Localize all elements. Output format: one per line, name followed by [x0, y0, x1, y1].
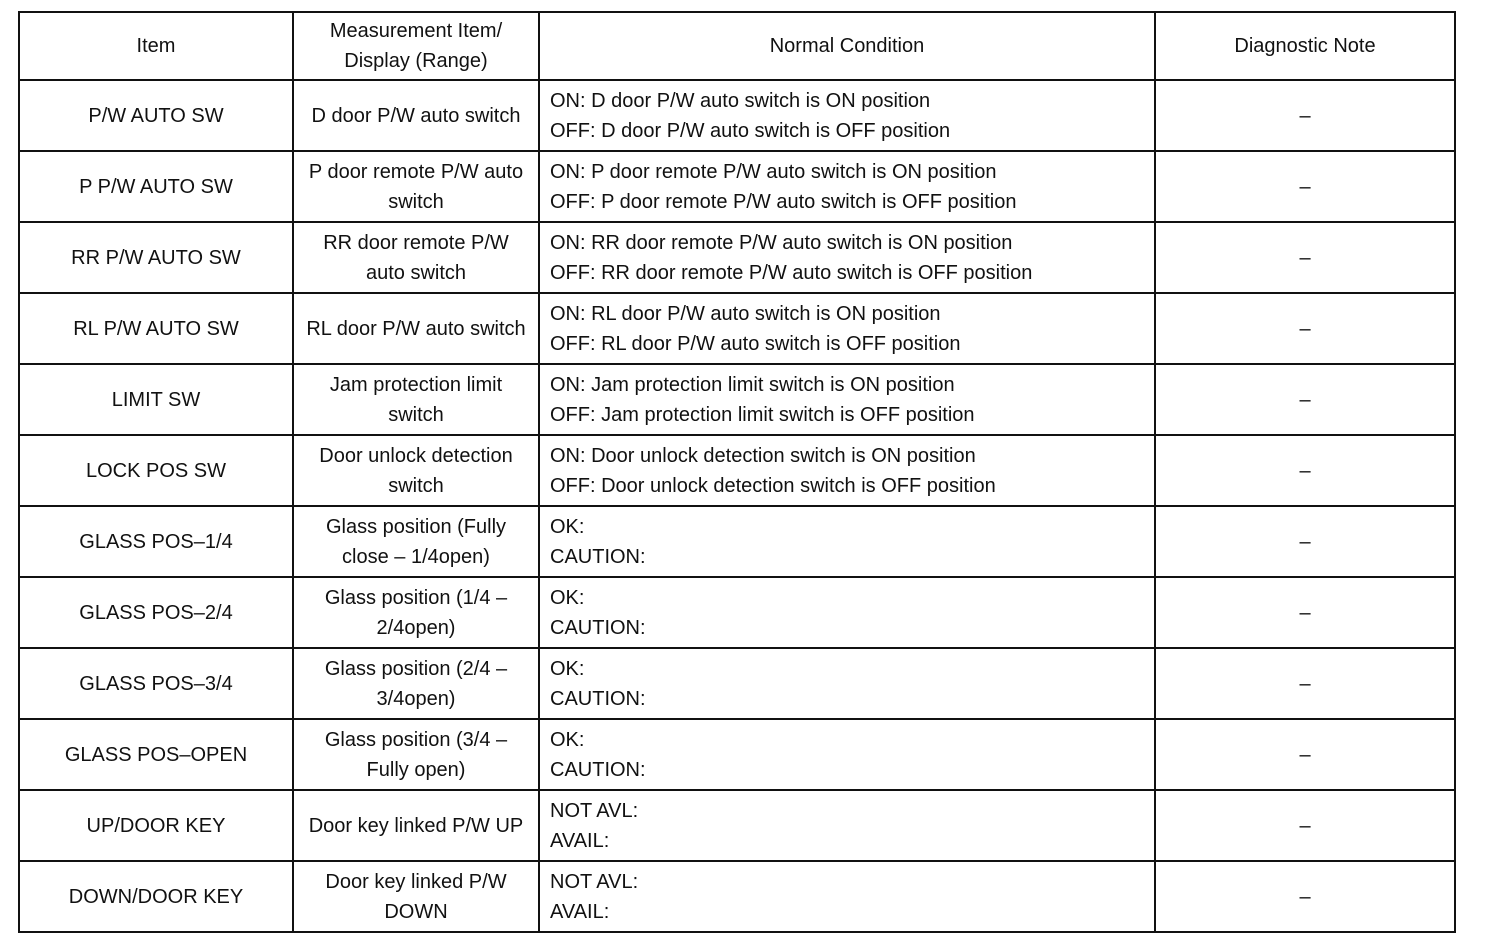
table-row: [19, 790, 1455, 861]
normal-condition-cell: [539, 577, 1155, 648]
table-row: [19, 293, 1455, 364]
table-row: [19, 506, 1455, 577]
item-cell: GLASS POS–OPEN: [19, 719, 293, 790]
item-cell: DOWN/DOOR KEY: [19, 861, 293, 932]
diagnostic-note-cell: –: [1155, 719, 1455, 790]
diagnostic-note-cell: –: [1155, 364, 1455, 435]
header-measurement: Measurement Item/ Display (Range): [293, 12, 539, 80]
condition-line: ON: Door unlock detection switch is ON position: [550, 444, 976, 467]
condition-line: AVAIL:: [550, 900, 610, 923]
diagnostic-note-cell: –: [1155, 861, 1455, 932]
item-cell: LIMIT SW: [19, 364, 293, 435]
condition-line: NOT AVL:: [550, 870, 639, 893]
measurement-cell: Glass position (2/4 – 3/4open): [293, 648, 539, 719]
condition-line: OFF: Jam protection limit switch is OFF position: [550, 403, 975, 426]
normal-condition-cell: [539, 790, 1155, 861]
data-monitor-table: [18, 11, 1456, 933]
item-cell: UP/DOOR KEY: [19, 790, 293, 861]
item-cell: P P/W AUTO SW: [19, 151, 293, 222]
table-row: [19, 577, 1455, 648]
diagnostic-note-cell: –: [1155, 80, 1455, 151]
measurement-cell: Glass position (Fully close – 1/4open): [293, 506, 539, 577]
table-row: [19, 364, 1455, 435]
measurement-cell: Jam protection limit switch: [293, 364, 539, 435]
normal-condition-cell: [539, 80, 1155, 151]
normal-condition-cell: [539, 648, 1155, 719]
condition-line: OFF: D door P/W auto switch is OFF position: [550, 119, 951, 142]
normal-condition-cell: [539, 719, 1155, 790]
table-row: [19, 151, 1455, 222]
normal-condition-cell: [539, 222, 1155, 293]
condition-line: ON: RR door remote P/W auto switch is ON position: [550, 231, 1013, 254]
table-row: [19, 435, 1455, 506]
header-normal-condition: Normal Condition: [539, 12, 1155, 80]
condition-line: AVAIL:: [550, 829, 610, 852]
diagnostic-note-cell: –: [1155, 577, 1455, 648]
normal-condition-cell: [539, 151, 1155, 222]
diagnostic-note-cell: –: [1155, 222, 1455, 293]
item-cell: LOCK POS SW: [19, 435, 293, 506]
measurement-cell: Door key linked P/W UP: [293, 790, 539, 861]
condition-line: OK:: [550, 586, 585, 609]
item-cell: GLASS POS–2/4: [19, 577, 293, 648]
condition-line: OFF: Door unlock detection switch is OFF position: [550, 474, 996, 497]
item-cell: GLASS POS–3/4: [19, 648, 293, 719]
measurement-cell: Door key linked P/W DOWN: [293, 861, 539, 932]
normal-condition-cell: [539, 435, 1155, 506]
measurement-cell: RL door P/W auto switch: [293, 293, 539, 364]
condition-line: OFF: P door remote P/W auto switch is OFF position: [550, 190, 1017, 213]
condition-line: OFF: RR door remote P/W auto switch is OFF position: [550, 261, 1033, 284]
diagnostic-note-cell: –: [1155, 790, 1455, 861]
diagnostic-note-cell: –: [1155, 435, 1455, 506]
condition-line: ON: P door remote P/W auto switch is ON position: [550, 160, 997, 183]
measurement-cell: Glass position (1/4 – 2/4open): [293, 577, 539, 648]
table-row: [19, 80, 1455, 151]
header-diagnostic-note: Diagnostic Note: [1155, 12, 1455, 80]
diagnostic-note-cell: –: [1155, 151, 1455, 222]
condition-line: OFF: RL door P/W auto switch is OFF position: [550, 332, 961, 355]
measurement-cell: P door remote P/W auto switch: [293, 151, 539, 222]
condition-line: CAUTION:: [550, 758, 646, 781]
item-cell: P/W AUTO SW: [19, 80, 293, 151]
table-row: [19, 648, 1455, 719]
condition-line: OK:: [550, 728, 585, 751]
condition-line: CAUTION:: [550, 616, 646, 639]
item-cell: RR P/W AUTO SW: [19, 222, 293, 293]
condition-line: NOT AVL:: [550, 799, 639, 822]
header-item: Item: [19, 12, 293, 80]
normal-condition-cell: [539, 506, 1155, 577]
normal-condition-cell: [539, 861, 1155, 932]
condition-line: OK:: [550, 515, 585, 538]
measurement-cell: Door unlock detection switch: [293, 435, 539, 506]
measurement-cell: RR door remote P/W auto switch: [293, 222, 539, 293]
measurement-cell: D door P/W auto switch: [293, 80, 539, 151]
normal-condition-cell: [539, 364, 1155, 435]
condition-line: ON: Jam protection limit switch is ON position: [550, 373, 955, 396]
measurement-cell: Glass position (3/4 – Fully open): [293, 719, 539, 790]
diagnostic-note-cell: –: [1155, 293, 1455, 364]
table-row: [19, 222, 1455, 293]
diagnostic-note-cell: –: [1155, 648, 1455, 719]
item-cell: RL P/W AUTO SW: [19, 293, 293, 364]
table-body: [19, 80, 1455, 932]
diagnostic-note-cell: –: [1155, 506, 1455, 577]
condition-line: ON: RL door P/W auto switch is ON position: [550, 302, 941, 325]
header-row: [19, 12, 1455, 80]
condition-line: CAUTION:: [550, 687, 646, 710]
table-row: [19, 719, 1455, 790]
condition-line: OK:: [550, 657, 585, 680]
normal-condition-cell: [539, 293, 1155, 364]
condition-line: ON: D door P/W auto switch is ON position: [550, 89, 931, 112]
table-row: [19, 861, 1455, 932]
condition-line: CAUTION:: [550, 545, 646, 568]
item-cell: GLASS POS–1/4: [19, 506, 293, 577]
